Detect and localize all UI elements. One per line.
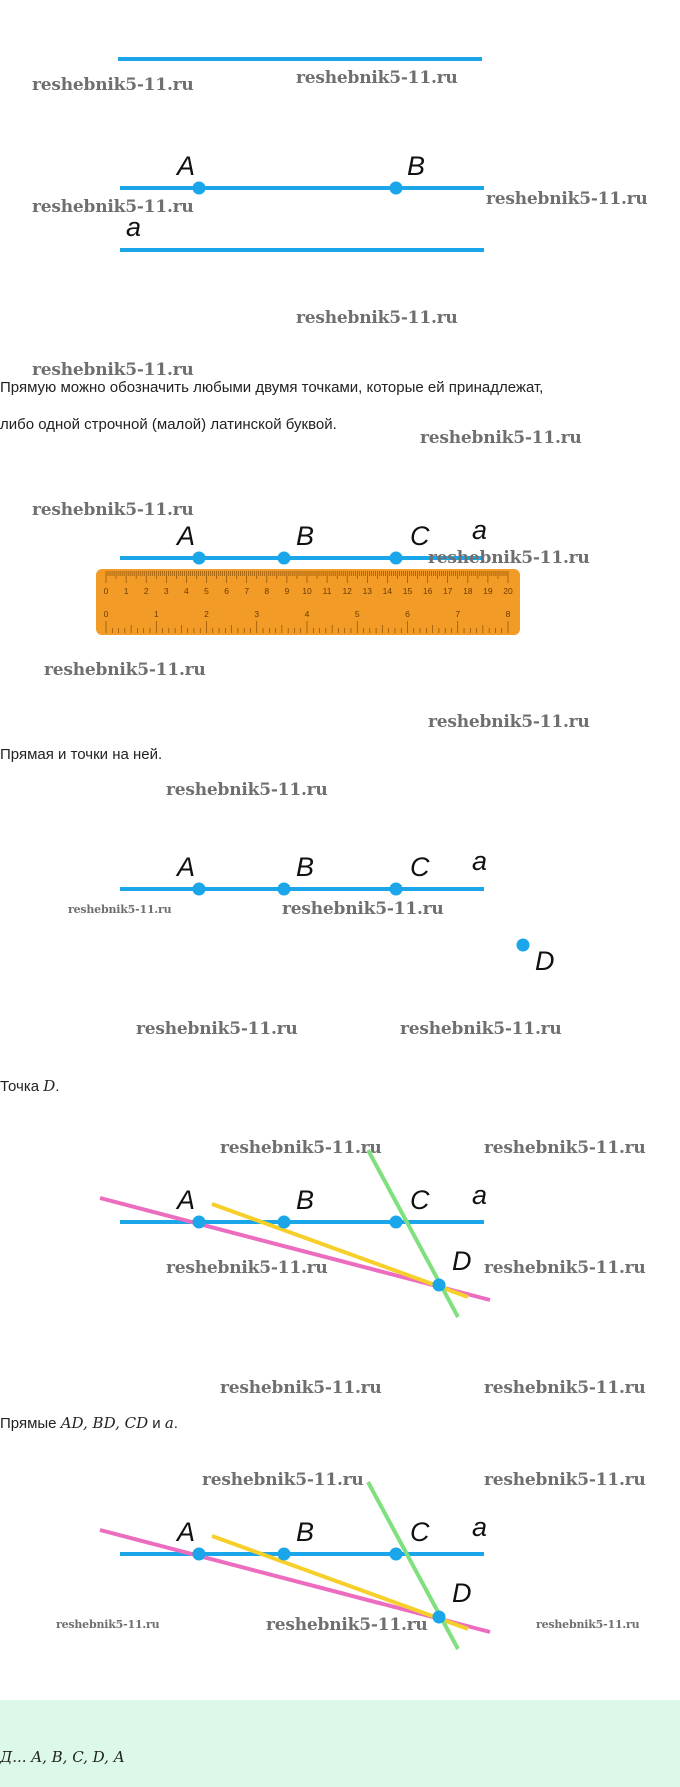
figure-lines-ad-bd-cd (0, 1130, 680, 1360)
label-a: A (177, 1517, 196, 1547)
watermark: reshebnik5-11.ru (32, 197, 194, 217)
ruler-inch-label: 4 (304, 609, 310, 619)
ruler-cm-label: 8 (264, 586, 270, 596)
ruler-inch-label: 0 (103, 609, 109, 619)
watermark: reshebnik5-11.ru (220, 1378, 382, 1398)
figure-lines-repeat-svg (0, 1460, 680, 1690)
label-small-a: a (126, 212, 142, 242)
ruler-inch-label: 5 (354, 609, 360, 619)
label-b: B (296, 852, 315, 882)
caption-math: AD, BD, CD (60, 1414, 149, 1432)
ruler-cm-label: 18 (463, 586, 473, 596)
point-a (193, 552, 206, 565)
answer-note (0, 1700, 680, 1787)
ruler-cm-label: 5 (204, 586, 209, 596)
point-c (390, 1216, 403, 1229)
watermark: reshebnik5-11.ru (32, 75, 194, 95)
ruler-cm-label: 15 (402, 586, 413, 596)
watermark: reshebnik5-11.ru (486, 189, 648, 209)
caption-point-d (0, 1077, 59, 1095)
point-a (193, 1548, 206, 1561)
ruler-cm-label: 9 (284, 586, 290, 596)
ruler-inch-label: 8 (505, 609, 511, 619)
label-b: B (407, 151, 426, 181)
ruler-inch-label: 2 (204, 609, 209, 619)
point-a (193, 883, 206, 896)
watermark: reshebnik5-11.ru (484, 1378, 646, 1398)
watermark: reshebnik5-11.ru (428, 548, 590, 568)
label-small-a: a (472, 1180, 488, 1210)
watermark: reshebnik5-11.ru (166, 1258, 328, 1278)
figure-lines-svg (0, 1130, 680, 1360)
point-c (390, 552, 403, 565)
ruler-cm-label: 13 (362, 586, 373, 596)
caption-text: и (148, 1415, 165, 1432)
figure-ruler (0, 490, 680, 730)
watermark: reshebnik5-11.ru (484, 1470, 646, 1490)
ruler (96, 569, 520, 635)
label-a: A (177, 1185, 196, 1215)
caption-line-points: Прямая и точки на ней. (0, 746, 163, 763)
watermark: reshebnik5-11.ru (536, 1618, 640, 1631)
label-a: A (177, 521, 196, 551)
caption-math: a (164, 1414, 174, 1432)
ruler-inch-label: 3 (254, 609, 260, 619)
point-d (433, 1279, 446, 1292)
point-b (278, 883, 291, 896)
point-b (278, 1548, 291, 1561)
watermark: reshebnik5-11.ru (56, 1618, 160, 1631)
ruler-cm-label: 6 (224, 586, 229, 596)
ruler-cm-label: 19 (483, 586, 493, 596)
ruler-inch-label: 1 (153, 609, 159, 619)
point-c (390, 883, 403, 896)
ruler-cm-label: 12 (342, 586, 352, 596)
line-bd (212, 1204, 468, 1297)
label-c: C (410, 521, 430, 551)
caption-line-naming: Прямую можно обозначить любыми двумя точками, которые ей принадлежат, (0, 379, 544, 396)
ruler-cm-label: 14 (382, 586, 393, 596)
label-d: D (535, 946, 555, 976)
ruler-cm-label: 4 (184, 586, 189, 596)
point-b (390, 182, 403, 195)
label-b: B (296, 1517, 315, 1547)
ruler-cm-label: 20 (503, 586, 513, 596)
caption-text: . (173, 1415, 178, 1432)
point-b (278, 1216, 291, 1229)
point-b (278, 552, 291, 565)
watermark: reshebnik5-11.ru (32, 500, 194, 520)
caption-line-naming-2: либо одной строчной (малой) латинской буквой. (0, 416, 337, 433)
figure-line-ab-svg (0, 0, 680, 330)
ruler-inch-label: 7 (455, 609, 461, 619)
watermark: reshebnik5-11.ru (68, 903, 172, 916)
point-d (433, 1611, 446, 1624)
answer-note-text: Д... A, B, C, D, A (0, 1748, 125, 1766)
watermark: reshebnik5-11.ru (400, 1019, 562, 1039)
caption-lines (0, 1414, 178, 1432)
ruler-cm-label: 7 (244, 586, 250, 596)
caption-text: . (55, 1078, 60, 1095)
point-a (193, 182, 206, 195)
label-d: D (452, 1578, 472, 1608)
watermark: reshebnik5-11.ru (420, 428, 582, 448)
watermark: reshebnik5-11.ru (484, 1138, 646, 1158)
point-c (390, 1548, 403, 1561)
figure-ruler-svg (0, 490, 680, 730)
watermark: reshebnik5-11.ru (220, 1138, 382, 1158)
caption-text: Прямые (0, 1415, 61, 1432)
label-a: A (177, 151, 196, 181)
ruler-cm-label: 0 (103, 586, 109, 596)
ruler-cm-label: 16 (422, 586, 433, 596)
label-small-a: a (472, 1512, 488, 1542)
watermark: reshebnik5-11.ru (484, 1258, 646, 1278)
label-d: D (452, 1246, 472, 1276)
watermark: reshebnik5-11.ru (428, 712, 590, 732)
figure-lines-repeat (0, 1460, 680, 1690)
watermark: reshebnik5-11.ru (136, 1019, 298, 1039)
ruler-cm-label: 11 (322, 586, 332, 596)
label-small-a: a (472, 515, 488, 545)
line-cd (368, 1150, 458, 1317)
label-a: A (177, 852, 196, 882)
watermark: reshebnik5-11.ru (282, 899, 444, 919)
watermark: reshebnik5-11.ru (202, 1470, 364, 1490)
watermark: reshebnik5-11.ru (296, 68, 458, 88)
label-c: C (410, 852, 430, 882)
ruler-cm-label: 1 (123, 586, 129, 596)
label-c: C (410, 1517, 430, 1547)
ruler-cm-label: 3 (163, 586, 169, 596)
watermark: reshebnik5-11.ru (32, 360, 194, 380)
ruler-cm-label: 17 (442, 586, 453, 596)
point-d (517, 939, 530, 952)
caption-text: Точка (0, 1078, 44, 1095)
ruler-body (96, 569, 520, 635)
ruler-inch-label: 6 (405, 609, 410, 619)
watermark: reshebnik5-11.ru (296, 308, 458, 328)
label-small-a: a (472, 846, 488, 876)
point-a (193, 1216, 206, 1229)
ruler-cm-label: 10 (302, 586, 312, 596)
ruler-cm-label: 2 (143, 586, 149, 596)
watermark: reshebnik5-11.ru (44, 660, 206, 680)
watermark: reshebnik5-11.ru (266, 1615, 428, 1635)
figure-line-ab (0, 0, 680, 330)
watermark: reshebnik5-11.ru (166, 780, 328, 800)
label-c: C (410, 1185, 430, 1215)
caption-math: D (43, 1077, 56, 1095)
label-b: B (296, 1185, 315, 1215)
label-b: B (296, 521, 315, 551)
